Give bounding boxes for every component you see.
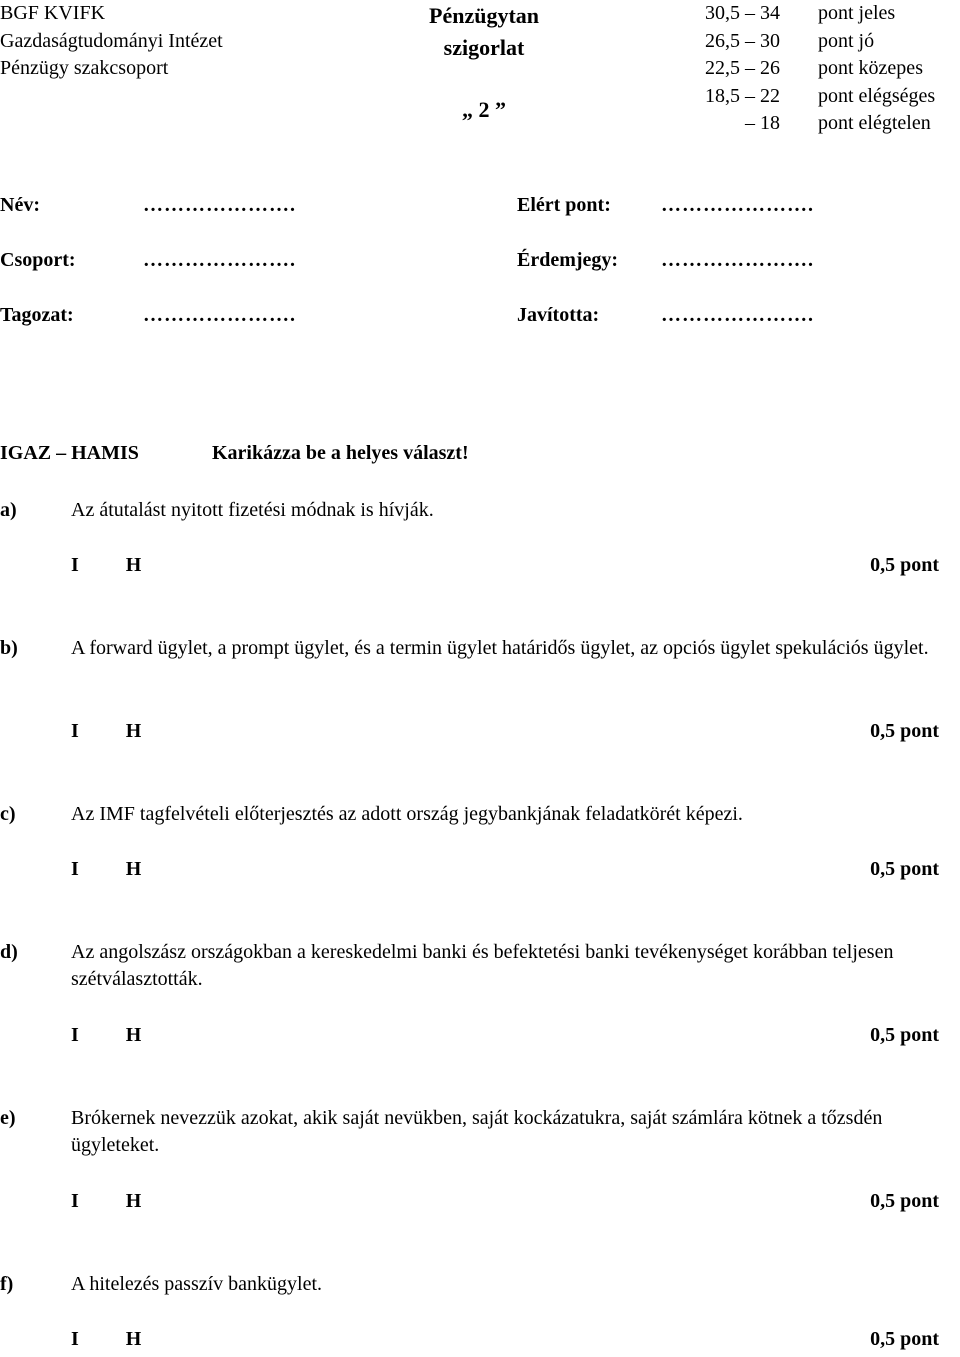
grade-range: – 18	[745, 112, 780, 134]
score-label: Elért pont:	[517, 194, 611, 216]
grade-label: pont közepes	[818, 57, 923, 79]
institution-line: Pénzügy szakcsoport	[0, 57, 169, 79]
name-field[interactable]: ………………….	[143, 194, 296, 216]
name-label: Név:	[0, 194, 40, 216]
corrected-label: Javította:	[517, 304, 600, 326]
false-option[interactable]: H	[125, 858, 142, 880]
question-letter: b)	[0, 637, 18, 659]
true-option[interactable]: I	[71, 858, 79, 880]
section-heading: IGAZ – HAMIS	[0, 442, 139, 464]
question-points: 0,5 pont	[870, 1190, 939, 1212]
group-field[interactable]: ………………….	[143, 249, 296, 271]
question-letter: e)	[0, 1107, 16, 1129]
question-points: 0,5 pont	[870, 858, 939, 880]
grade-field[interactable]: ………………….	[661, 249, 814, 271]
question-points: 0,5 pont	[870, 1328, 939, 1350]
false-option[interactable]: H	[125, 1328, 142, 1350]
corrected-field[interactable]: ………………….	[661, 304, 814, 326]
question-letter: f)	[0, 1273, 14, 1295]
answer-options	[71, 1188, 141, 1215]
score-field[interactable]: ………………….	[661, 194, 814, 216]
true-option[interactable]: I	[71, 554, 79, 576]
question-text: Az angolszász országokban a kereskedelmi banki és befektetési banki tevékenységet korábban teljesen szétválasztották.	[71, 941, 894, 990]
false-option[interactable]: H	[125, 554, 142, 576]
answer-options	[71, 856, 141, 883]
answer-options	[71, 1022, 141, 1049]
grade-row	[640, 28, 960, 56]
institution-line: Gazdaságtudományi Intézet	[0, 29, 223, 52]
institution-line: BGF KVIFK	[0, 2, 106, 24]
title-line: Pénzügytan	[429, 3, 539, 28]
false-option[interactable]: H	[125, 720, 142, 742]
answer-options	[71, 1326, 141, 1353]
question-text: A hitelezés passzív bankügylet.	[71, 1273, 323, 1295]
question-letter: d)	[0, 941, 18, 963]
section-instruction: Karikázza be a helyes választ!	[212, 442, 469, 464]
title-line: szigorlat	[443, 35, 525, 60]
grade-range: 26,5 – 30	[705, 29, 780, 52]
question-letter: a)	[0, 499, 17, 521]
question-points: 0,5 pont	[870, 554, 939, 576]
true-option[interactable]: I	[71, 1328, 79, 1350]
question-text: Brókernek nevezzük azokat, akik saját nevükben, saját kockázatukra, saját számlára kötnek a tőzsdén ügyleteket.	[71, 1107, 883, 1156]
grade-range: 30,5 – 34	[705, 2, 780, 24]
question-text: Az IMF tagfelvételi előterjesztés az adott ország jegybankjának feladatkörét képezi.	[71, 803, 743, 825]
grade-range: 22,5 – 26	[705, 57, 780, 79]
grade-row	[640, 0, 960, 28]
question-text: Az átutalást nyitott fizetési módnak is hívják.	[71, 499, 434, 521]
grade-label: pont jeles	[818, 2, 896, 24]
false-option[interactable]: H	[125, 1024, 142, 1046]
grade-field-label: Érdemjegy:	[517, 249, 619, 271]
grade-row	[640, 110, 960, 138]
grade-label: pont jó	[818, 29, 875, 52]
answer-options	[71, 552, 141, 579]
track-label: Tagozat:	[0, 304, 74, 326]
grade-row	[640, 55, 960, 83]
grade-range: 18,5 – 22	[705, 84, 780, 107]
true-option[interactable]: I	[71, 1024, 79, 1046]
track-field[interactable]: ………………….	[143, 304, 296, 326]
question-text: A forward ügylet, a prompt ügylet, és a termin ügylet határidős ügylet, az opciós ügylet spekulációs ügylet.	[71, 637, 929, 659]
exam-number: „ 2 ”	[462, 97, 506, 122]
grade-row	[640, 83, 960, 111]
question-points: 0,5 pont	[870, 1024, 939, 1046]
exam-title	[402, 0, 566, 126]
grade-label: pont elégséges	[818, 84, 936, 107]
grade-label: pont elégtelen	[818, 112, 931, 134]
question-letter: c)	[0, 803, 16, 825]
group-label: Csoport:	[0, 249, 76, 271]
question-points: 0,5 pont	[870, 720, 939, 742]
institution-block	[0, 0, 223, 83]
true-option[interactable]: I	[71, 1190, 79, 1212]
true-option[interactable]: I	[71, 720, 79, 742]
grade-scale	[640, 0, 960, 138]
answer-options	[71, 718, 141, 745]
false-option[interactable]: H	[125, 1190, 142, 1212]
